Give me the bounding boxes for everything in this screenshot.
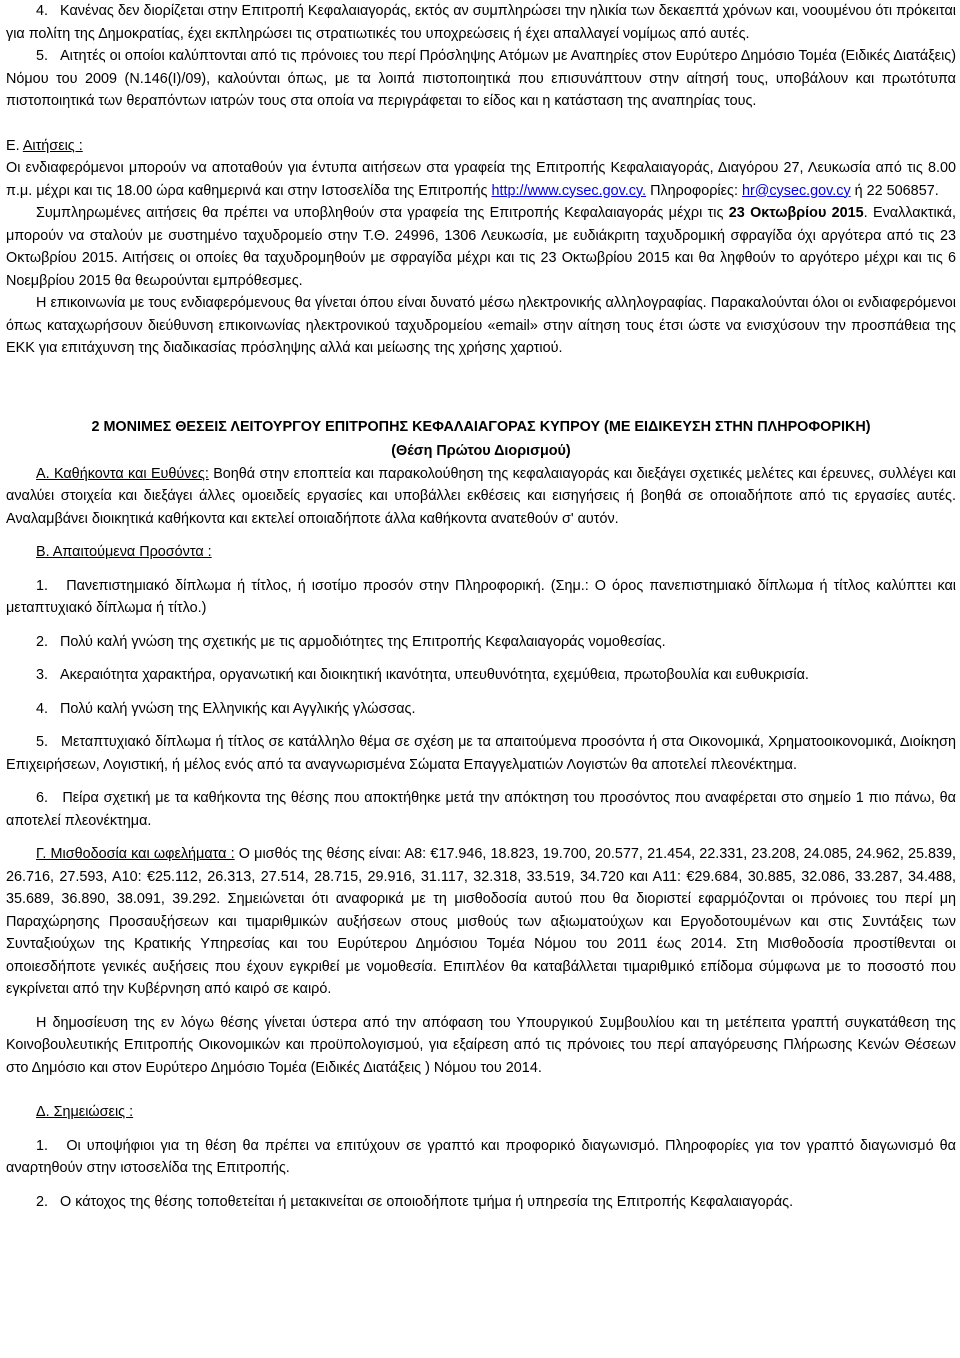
position-title: 2 ΜΟΝΙΜΕΣ ΘΕΣΕΙΣ ΛΕΙΤΟΥΡΓΟΥ ΕΠΙΤΡΟΠΗΣ ΚΕΦΑΛΑΙΑΓΟΡΑΣ ΚΥΠΡΟΥ (ΜΕ ΕΙΔΙΚΕΥΣΗ ΣΤΗΝ ΠΛΗΡΟΦΟΡΙΚΗ) xyxy=(91,418,871,435)
section-e-heading: Ε. Αιτήσεις : xyxy=(6,137,83,154)
item-text: Αιτητές οι οποίοι καλύπτονται από τις πρόνοιες του περί Πρόσληψης Ατόμων με Αναπηρίες στον Ευρύτερο Δημόσιο Τομέα (Ειδικές Διατάξεις) Νόμου του 2009 (Ν.146(Ι)/09), καλούνται όπως, με τα λοιπά πιστοποιητικά που επισυνάπτουν στην αίτησή τους, υποβάλουν και πρωτότυπα πιστοποιητικά των θεραπόντων ιατρών τους στα οποία να περιγράφεται το είδος και η κατάσταση της αναπηρίας τους. xyxy=(6,48,957,109)
section-e-paragraph-3: Η επικοινωνία με τους ενδιαφερόμενους θα γίνεται όπου είναι δυνατό μέσω ηλεκτρονικής αλληλογραφίας. Παρακαλούνται όλοι οι ενδιαφερόμενοι όπως καταχωρήσουν διεύθυνση επικοινωνίας ηλεκτρονικού ταχυδρομείου «email» στην αίτηση τους έτσι ώστε να ενισχύσουν την προσπάθεια της ΕΚΚ για επιτάχυνση της διαδικασίας πρόσληψης αλλά και μείωσης της χρήσης χαρτιού. xyxy=(6,295,956,356)
section-b-heading: Β. Απαιτούμενα Προσόντα : xyxy=(36,544,212,560)
section-a-heading: Α. Καθήκοντα και Ευθύνες: xyxy=(36,465,209,482)
qualification-6: 6. Πείρα σχετική με τα καθήκοντα της θέσης που αποκτήθηκε μετά την απόκτηση του προσόντος που αναφέρεται στο σημείο 1 πιο πάνω, θα αποτελεί πλεονέκτημα. xyxy=(6,790,956,829)
item-4 xyxy=(6,0,956,45)
section-e-paragraph-2: Συμπληρωμένες αιτήσεις θα πρέπει να υποβληθούν στα γραφεία της Επιτροπής Κεφαλαιαγοράς μέχρι τις 23 Οκτωβρίου 2015. Εναλλακτικά, μπορούν να σταλούν με συστημένο ταχυδρομείο στην Τ.Θ. 24996, 1306 Λευκωσία, με ευδιάκριτη ταχυδρομική σφραγίδα όχι αργότερα από τις 23 Οκτωβρίου 2015. Αιτήσεις οι οποίες θα ταχυδρομηθούν με σφραγίδα μέχρι και τις 23 Οκτωβρίου 2015 και θα ληφθούν το αργότερο μέχρι και τις 6 Νοεμβρίου 2015 θα θεωρούνται εμπρόθεσμες. xyxy=(6,205,956,289)
position-subtitle: (Θέση Πρώτου Διορισμού) xyxy=(391,443,571,459)
deadline: 23 Οκτωβρίου 2015 xyxy=(728,205,864,221)
note-1: 1. Οι υποψήφιοι για τη θέση θα πρέπει να επιτύχουν σε γραπτό και προφορικό διαγωνισμό. Πληροφορίες για τον γραπτό διαγωνισμό θα αναρτηθούν στην ιστοσελίδα της Επιτροπής. xyxy=(6,1137,956,1176)
qualification-3: 3. Ακεραιότητα χαρακτήρα, οργανωτική και διοικητική ικανότητα, υπευθυνότητα, εχεμύθεια, πρωτοβουλία και ευθυκρισία. xyxy=(36,667,809,683)
qualification-1: 1. Πανεπιστημιακό δίπλωμα ή τίτλος, ή ισοτίμο προσόν στην Πληροφορική. (Σημ.: Ο όρος πανεπιστημιακό δίπλωμα ή τίτλος καλύπτει και μεταπτυχιακό δίπλωμα ή τίτλο.) xyxy=(6,577,956,616)
section-c-paragraph-2: Η δημοσίευση της εν λόγω θέσης γίνεται ύστερα από την απόφαση του Υπουργικού Συμβουλίου και τη μετέπειτα γραπτή συγκατάθεση της Κοινοβουλευτικής Επιτροπής Οικονομικών και προϋπολογισμού, για εξαίρεση από τις πρόνοιες του περί απαγόρευσης Πλήρωσης Κενών Θέσεων στο Δημόσιο και στον Ευρύτερο Δημόσιο Τομέα (Ειδικές Διατάξεις ) Νόμου του 2014. xyxy=(6,1014,956,1076)
note-2: 2. Ο κάτοχος της θέσης τοποθετείται ή μετακινείται σε οποιοδήποτε τμήμα ή υπηρεσία της Επιτροπής Κεφαλαιαγοράς. xyxy=(36,1193,794,1210)
section-c: Γ. Μισθοδοσία και ωφελήματα : Ο μισθός της θέσης είναι: Α8: €17.946, 18.823, 19.700, 20.577, 21.454, 22.331, 23.208, 24.085, 24.962, 25.839, 26.716, 27.593, Α10: €25.112, 26.313, 27.514, 28.715, 29.916, 31.117, 32.318, 33.519, 34.720 και Α11: €29.684, 30.885, 32.086, 33.287, 34.488, 35.689, 36.890, 38.091, 39.292. Σημειώνεται ότι αναφορικά με τη μισθοδοσία αυτού που θα διοριστεί εφαρμόζονται οι πρόνοιες του περί μη Παραχώρησης Προσαυξήσεων και τιμαριθμικών αυξήσεων στους μισθούς των αξιωματούχων και Εργοδοτουμένων και στις Συντάξεις των Συνταξιούχων της Κρατικής Υπηρεσίας και του Ευρύτερου Δημόσιου Τομέα Νόμου του 2011 έως 2014. Στη Μισθοδοσία προστίθενται οι οποιεσδήποτε γενικές αυξήσεις που έχουν εγκριθεί με νομοθεσία. Επιπλέον θα καταβάλλεται τιμαριθμικό επίδομα σύμφωνα με το ποσοστό που εγκρίνεται από την Κυβέρνηση από καιρό σε καιρό. xyxy=(6,846,956,997)
section-e-paragraph-1: Οι ενδιαφερόμενοι μπορούν να αποταθούν για έντυπα αιτήσεων στα γραφεία της Επιτροπής Κεφαλαιαγοράς, Διαγόρου 27, Λευκωσία από τις 8.00 π.μ. μέχρι και τις 18.00 ώρα καθημερινά και στην Ιστοσελίδα της Επιτροπής http://www.cysec.gov.cy. Πληροφορίες: hr@cysec.gov.cy ή 22 506857. xyxy=(6,160,956,199)
item-5 xyxy=(6,45,956,113)
item-number: 4. xyxy=(36,3,49,19)
item-number: 5. xyxy=(36,48,49,64)
document-page xyxy=(6,0,956,1213)
qualification-2: 2. Πολύ καλή γνώση της σχετικής με τις αρμοδιότητες της Επιτροπής Κεφαλαιαγοράς νομοθεσίας. xyxy=(36,633,666,650)
item-text: Κανένας δεν διορίζεται στην Επιτροπή Κεφαλαιαγοράς, εκτός αν συμπληρώσει την ηλικία των δεκαεπτά χρόνων και, νοουμένου ότι πρόκειται για πολίτη της Δημοκρατίας, έχει εκπληρώσει τις στρατιωτικές του υποχρεώσεις ή έχει απαλλαγεί νομίμως από αυτές. xyxy=(6,3,956,42)
email-link[interactable]: hr@cysec.gov.cy xyxy=(741,182,851,199)
website-link[interactable]: http://www.cysec.gov.cy. xyxy=(491,182,647,199)
section-a: Α. Καθήκοντα και Ευθύνες: Βοηθά στην εποπτεία και παρακολούθηση της κεφαλαιαγοράς και διεξάγει σχετικές μελέτες και έρευνες, συλλέγει και αναλύει στοιχεία και διεξάγει άλλες ομοειδείς εργασίες και υποβάλλει εκθέσεις και εισηγήσεις ή βοηθά σε οποιαδήποτε από τις εργασίες αυτές. Αναλαμβάνει διοικητικά καθήκοντα και εκτελεί οποιαδήποτε άλλα καθήκοντα ανατεθούν σ' αυτόν. xyxy=(6,465,957,527)
section-c-heading: Γ. Μισθοδοσία και ωφελήματα : xyxy=(36,846,235,862)
qualification-5: 5. Μεταπτυχιακό δίπλωμα ή τίτλος σε κατάλληλο θέμα σε σχέση με τα απαιτούμενα προσόντα ή στα Οικονομικά, Χρηματοοικονομικά, Διοίκηση Επιχειρήσεων, Λογιστική, ή μέλος ενός από τα αναγνωρισμένα Σώματα Επαγγελματιών Λογιστών θα αποτελεί πλεονέκτημα. xyxy=(6,734,957,773)
qualification-4: 4. Πολύ καλή γνώση της Ελληνικής και Αγγλικής γλώσσας. xyxy=(36,700,416,717)
section-d-heading: Δ. Σημειώσεις : xyxy=(36,1104,134,1120)
